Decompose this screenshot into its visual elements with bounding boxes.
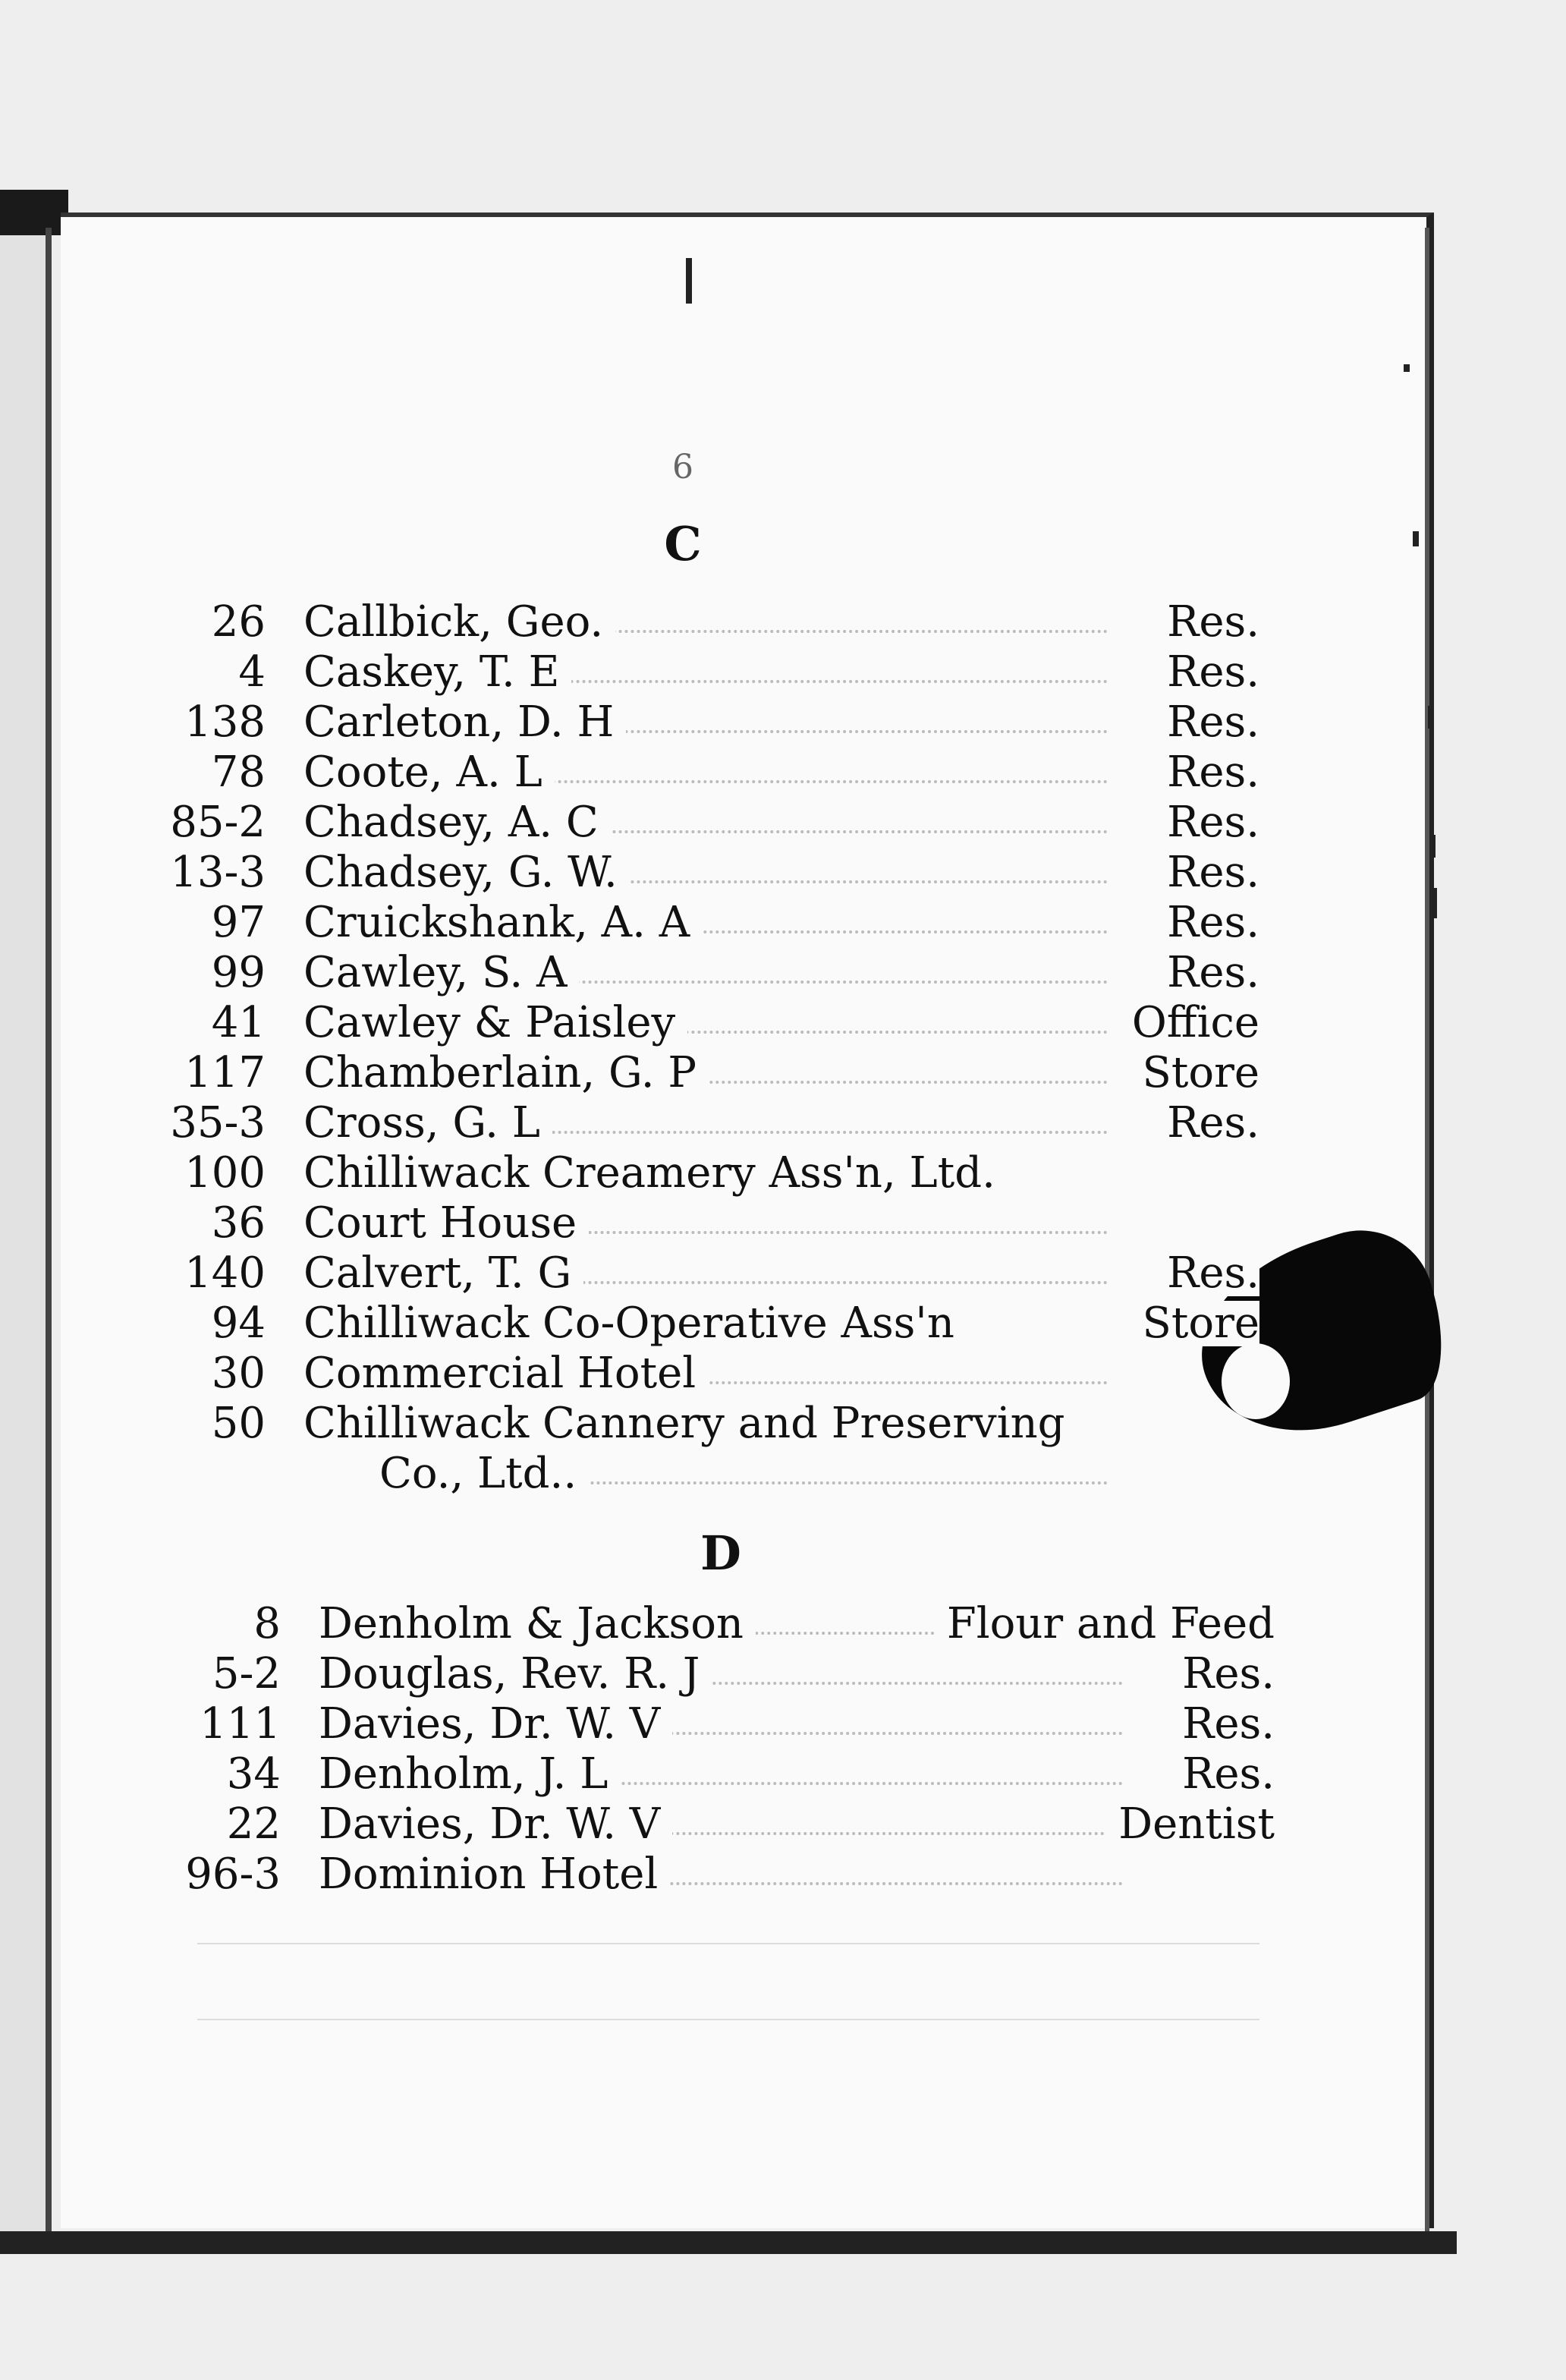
directory-entry: [152, 900, 1259, 946]
subscriber-name: Carleton, D. H: [303, 700, 626, 745]
phone-number: 36: [211, 1198, 266, 1248]
listing-type: Res.: [1170, 1651, 1275, 1697]
book-spine-edge: [46, 228, 52, 2246]
scan-speck: [1431, 835, 1436, 858]
listing-type: Dentist: [1106, 1802, 1275, 1847]
phone-number: 26: [211, 597, 266, 647]
phone-number: 117: [184, 1048, 266, 1097]
directory-entry: [152, 1198, 1259, 1248]
subscriber-name: Cruickshank, A. A: [303, 900, 702, 946]
listing-type: Res.: [1170, 1702, 1275, 1747]
subscriber-name: Douglas, Rev. R. J: [319, 1651, 712, 1697]
listing-type: Res.: [1155, 1100, 1259, 1146]
phone-number: 30: [211, 1349, 266, 1398]
subscriber-name: Court House: [303, 1201, 589, 1246]
subscriber-name: Calvert, T. G: [303, 1251, 583, 1296]
listing-type: Office: [1120, 1000, 1259, 1046]
directory-entry: [152, 1351, 1259, 1396]
phone-number: 99: [211, 948, 266, 997]
page-number: 6: [672, 448, 693, 486]
book-corner-shadow: [0, 190, 68, 235]
phone-number: 8: [253, 1599, 281, 1648]
phone-number: 41: [211, 998, 266, 1047]
subscriber-name: Davies, Dr. W. V: [319, 1702, 672, 1747]
directory-entry: [167, 1749, 1275, 1799]
phone-number: 140: [184, 1248, 266, 1298]
subscriber-name: Davies, Dr. W. V: [319, 1802, 672, 1847]
section-letter-d: D: [700, 1525, 741, 1581]
directory-entry: [152, 697, 1259, 747]
subscriber-name: Cawley & Paisley: [303, 1000, 687, 1046]
subscriber-name: Chadsey, G. W.: [303, 850, 630, 896]
directory-entry: [152, 750, 1259, 795]
phone-number: 34: [226, 1749, 281, 1799]
subscriber-name: Chadsey, A. C: [303, 800, 611, 845]
blank-ruled-line: [197, 1943, 1259, 1944]
directory-entry: [152, 1401, 1259, 1447]
directory-entry: [167, 1651, 1275, 1697]
subscriber-name: Coote, A. L: [303, 750, 555, 795]
phone-number: 111: [200, 1699, 281, 1749]
subscriber-name: Caskey, T. E: [303, 650, 571, 695]
listing-type: Flour and Feed: [935, 1601, 1275, 1647]
directory-entry: [152, 1301, 1259, 1346]
subscriber-name: Cawley, S. A: [303, 950, 579, 996]
phone-number: 138: [184, 697, 266, 747]
phone-number: 94: [211, 1299, 266, 1348]
phone-number: 5-2: [212, 1649, 281, 1698]
phone-number: 13-3: [170, 848, 266, 897]
phone-number: 4: [238, 647, 266, 697]
subscriber-name: Chilliwack Co-Operative Ass'n: [303, 1301, 967, 1346]
directory-entry: [152, 647, 1259, 697]
book-bottom-edge: [0, 2231, 1457, 2254]
directory-entry: [152, 1148, 1259, 1198]
subscriber-name-continuation: Co., Ltd..: [379, 1451, 589, 1497]
page-right-edge: [1425, 228, 1429, 2231]
subscriber-name: Chamberlain, G. P: [303, 1050, 709, 1096]
directory-entry: [152, 850, 1259, 896]
directory-entry: [167, 1601, 1275, 1647]
scan-speck: [1413, 531, 1419, 546]
subscriber-name: Callbick, Geo.: [303, 600, 615, 645]
phone-number: 35-3: [170, 1098, 266, 1148]
directory-entry: [152, 597, 1259, 647]
listing-type: Res.: [1155, 650, 1259, 695]
listing-type: Store: [1130, 1050, 1260, 1096]
phone-number: 96-3: [185, 1850, 281, 1899]
subscriber-name: Cross, G. L: [303, 1100, 552, 1146]
listing-type: Res.: [1155, 900, 1259, 946]
directory-entry: [167, 1799, 1275, 1849]
directory-entry: [152, 950, 1259, 996]
thumb-highlight: [1222, 1343, 1290, 1419]
directory-entry: [152, 1100, 1259, 1146]
listing-type: Res.: [1155, 700, 1259, 745]
scan-speck: [1404, 364, 1410, 372]
scan-speck: [1431, 888, 1437, 918]
directory-entry: [152, 1000, 1259, 1046]
subscriber-name: Denholm, J. L: [319, 1752, 620, 1797]
directory-entry: [167, 1699, 1275, 1749]
directory-entry: [152, 1050, 1259, 1096]
listing-type: Res.: [1155, 850, 1259, 896]
subscriber-name: Commercial Hotel: [303, 1351, 708, 1396]
subscriber-name: Denholm & Jackson: [319, 1601, 756, 1647]
listing-type: Res.: [1155, 600, 1259, 645]
subscriber-name: Dominion Hotel: [319, 1852, 670, 1897]
scan-speck: [1428, 706, 1432, 729]
binding-mark: [686, 258, 692, 304]
listing-type: Res.: [1155, 950, 1259, 996]
subscriber-name: Chilliwack Cannery and Preserving: [303, 1401, 1077, 1447]
book-left-margin: [0, 228, 49, 2246]
listing-type: Store: [1130, 1301, 1260, 1346]
phone-number: 97: [211, 898, 266, 947]
listing-type: Res.: [1155, 800, 1259, 845]
phone-number: 22: [226, 1799, 281, 1849]
phone-number: 50: [211, 1399, 266, 1448]
listing-type: Res.: [1170, 1752, 1275, 1797]
directory-entry: [152, 1248, 1259, 1298]
listing-type: Res.: [1155, 1251, 1259, 1296]
directory-entry: [167, 1852, 1275, 1897]
directory-entry-continuation: [152, 1451, 1259, 1497]
subscriber-name: Chilliwack Creamery Ass'n, Ltd.: [303, 1151, 1008, 1196]
blank-ruled-line: [197, 2019, 1259, 2020]
phone-number: 100: [184, 1148, 266, 1198]
section-letter-c: C: [664, 516, 702, 571]
phone-number: 78: [211, 748, 266, 797]
phone-number: 85-2: [170, 798, 266, 847]
directory-entry: [152, 800, 1259, 845]
listing-type: Res.: [1155, 750, 1259, 795]
